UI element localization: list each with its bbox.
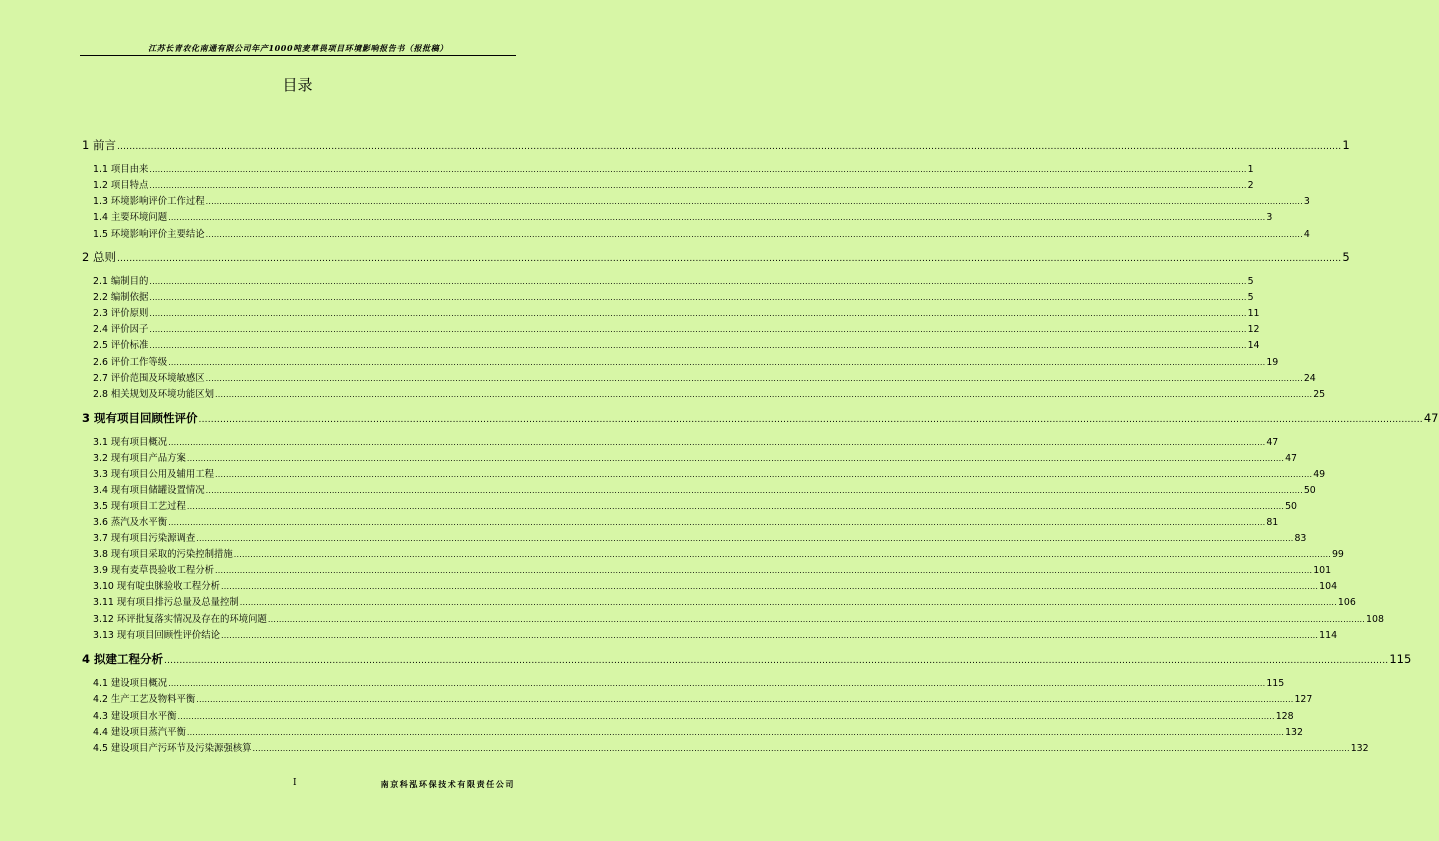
toc-entry-title: 2.3 评价原则 <box>93 308 149 319</box>
toc-entry-page: 47 <box>1285 453 1298 464</box>
toc-section-entry[interactable] <box>82 450 1298 464</box>
toc-section-entry[interactable] <box>82 273 1254 287</box>
toc-entry-page: 50 <box>1285 501 1298 512</box>
toc-entry-page: 11 <box>1247 308 1260 319</box>
toc-entry-title: 3.4 现有项目储罐设置情况 <box>93 485 205 496</box>
toc-entry-title: 2 总则 <box>82 250 116 264</box>
toc-entry-title: 4.1 建设项目概况 <box>93 678 168 689</box>
dot-leader: ................................................................................................................................................................................................................................................................................................................................................................................................................ <box>149 165 1247 174</box>
toc-section-entry[interactable] <box>82 708 1294 722</box>
toc-entry-page: 115 <box>1389 652 1412 666</box>
toc-entry-title: 4.5 建设项目产污环节及污染源强核算 <box>93 743 252 754</box>
header-divider <box>80 55 516 56</box>
toc-section-entry[interactable] <box>82 724 1303 738</box>
dot-leader: ................................................................................................................................................................................................................................................................................................................................................................................................................ <box>186 454 1285 463</box>
toc-entry-page: 5 <box>1342 250 1350 264</box>
toc-chapter-entry[interactable] <box>82 249 1350 265</box>
dot-leader: ................................................................................................................................................................................................................................................................................................................................................................................................................ <box>215 566 1313 575</box>
toc-section-entry[interactable] <box>82 546 1344 560</box>
toc-entry-page: 4 <box>1303 229 1310 240</box>
toc-entry-title: 3.13 现有项目回顾性评价结论 <box>93 630 220 641</box>
toc-entry-title: 2.7 评价范围及环境敏感区 <box>93 373 205 384</box>
toc-entry-title: 3.10 现有啶虫脒验收工程分析 <box>93 581 220 592</box>
dot-leader: ................................................................................................................................................................................................................................................................................................................................................................................................................ <box>205 230 1303 239</box>
dot-leader: ................................................................................................................................................................................................................................................................................................................................................................................................................ <box>168 438 1266 447</box>
toc-entry-page: 19 <box>1266 357 1279 368</box>
toc-entry-title: 1 前言 <box>82 138 116 152</box>
dot-leader: ................................................................................................................................................................................................................................................................................................................................................................................................................ <box>186 502 1285 511</box>
toc-chapter-entry[interactable] <box>82 651 1412 667</box>
dot-leader: ................................................................................................................................................................................................................................................................................................................................................................................................................ <box>215 470 1313 479</box>
dot-leader: ................................................................................................................................................................................................................................................................................................................................................................................................................ <box>168 213 1266 222</box>
toc-entry-page: 3 <box>1266 212 1273 223</box>
dot-leader: ................................................................................................................................................................................................................................................................................................................................................................................................................ <box>267 615 1366 624</box>
toc-entry-page: 47 <box>1423 411 1439 425</box>
dot-leader: ................................................................................................................................................................................................................................................................................................................................................................................................................ <box>215 390 1313 399</box>
toc-section-entry[interactable] <box>82 289 1254 303</box>
toc-entry-page: 24 <box>1303 373 1316 384</box>
dot-leader: ................................................................................................................................................................................................................................................................................................................................................................................................................ <box>239 598 1337 607</box>
dot-leader: ................................................................................................................................................................................................................................................................................................................................................................................................................ <box>149 293 1247 302</box>
dot-leader: ................................................................................................................................................................................................................................................................................................................................................................................................................ <box>116 254 1342 264</box>
toc-entry-title: 3.2 现有项目产品方案 <box>93 453 186 464</box>
toc-entry-title: 1.4 主要环境问题 <box>93 212 168 223</box>
toc-section-entry[interactable] <box>82 434 1279 448</box>
toc-entry-title: 4.4 建设项目蒸汽平衡 <box>93 727 186 738</box>
dot-leader: ................................................................................................................................................................................................................................................................................................................................................................................................................ <box>252 744 1350 753</box>
toc-section-entry[interactable] <box>82 305 1260 319</box>
toc-section-entry[interactable] <box>82 562 1332 576</box>
toc-entry-page: 83 <box>1294 533 1307 544</box>
toc-entry-title: 2.4 评价因子 <box>93 324 149 335</box>
dot-leader: ................................................................................................................................................................................................................................................................................................................................................................................................................ <box>168 518 1266 527</box>
toc-entry-page: 50 <box>1303 485 1316 496</box>
toc-entry-page: 12 <box>1247 324 1260 335</box>
toc-section-entry[interactable] <box>82 627 1338 641</box>
toc-entry-page: 99 <box>1331 549 1344 560</box>
toc-entry-page: 1 <box>1247 164 1254 175</box>
toc-entry-page: 101 <box>1313 565 1332 576</box>
toc-entry-page: 1 <box>1342 138 1350 152</box>
toc-section-entry[interactable] <box>82 354 1279 368</box>
toc-chapter-entry[interactable] <box>82 137 1350 153</box>
dot-leader: ................................................................................................................................................................................................................................................................................................................................................................................................................ <box>196 695 1294 704</box>
dot-leader: ................................................................................................................................................................................................................................................................................................................................................................................................................ <box>177 712 1275 721</box>
toc-section-entry[interactable] <box>82 675 1285 689</box>
dot-leader: ................................................................................................................................................................................................................................................................................................................................................................................................................ <box>198 415 1423 425</box>
toc-section-entry[interactable] <box>82 177 1254 191</box>
toc-entry-title: 2.5 评价标准 <box>93 340 149 351</box>
toc-entry-title: 3.7 现有项目污染源调查 <box>93 533 196 544</box>
toc-entry-page: 115 <box>1266 678 1285 689</box>
toc-entry-title: 3 现有项目回顾性评价 <box>82 411 198 425</box>
toc-section-entry[interactable] <box>82 370 1316 384</box>
toc-entry-page: 106 <box>1337 597 1356 608</box>
toc-entry-title: 3.11 现有项目排污总量及总量控制 <box>93 597 239 608</box>
toc-entry-page: 132 <box>1350 743 1369 754</box>
toc-entry-page: 108 <box>1366 614 1384 625</box>
toc-section-entry[interactable] <box>82 530 1307 544</box>
toc-section-entry[interactable] <box>82 691 1313 705</box>
document-header: 江苏长青农化南通有限公司年产1000吨麦草畏项目环境影响报告书（报批稿） <box>148 43 448 53</box>
toc-entry-title: 2.6 评价工作等级 <box>93 357 168 368</box>
toc-entry-page: 128 <box>1275 711 1294 722</box>
dot-leader: ................................................................................................................................................................................................................................................................................................................................................................................................................ <box>149 325 1247 334</box>
toc-entry-title: 1.3 环境影响评价工作过程 <box>93 196 205 207</box>
toc-entry-page: 3 <box>1303 196 1310 207</box>
toc-chapter-entry[interactable] <box>82 410 1439 426</box>
toc-section-entry[interactable] <box>82 594 1356 608</box>
dot-leader: ................................................................................................................................................................................................................................................................................................................................................................................................................ <box>164 656 1389 666</box>
toc-entry-page: 5 <box>1247 276 1254 287</box>
toc-entry-title: 3.6 蒸汽及水平衡 <box>93 517 168 528</box>
dot-leader: ................................................................................................................................................................................................................................................................................................................................................................................................................ <box>149 181 1247 190</box>
page-title: 目录 <box>282 76 313 94</box>
toc-entry-title: 3.9 现有麦草畏验收工程分析 <box>93 565 215 576</box>
toc-entry-title: 3.8 现有项目采取的污染控制措施 <box>93 549 233 560</box>
toc-entry-title: 4.2 生产工艺及物料平衡 <box>93 694 196 705</box>
toc-section-entry[interactable] <box>82 482 1316 496</box>
dot-leader: ................................................................................................................................................................................................................................................................................................................................................................................................................ <box>205 374 1303 383</box>
toc-entry-title: 3.12 环评批复落实情况及存在的环境问题 <box>93 614 267 625</box>
toc-entry-title: 1.1 项目由来 <box>93 164 149 175</box>
toc-entry-title: 3.1 现有项目概况 <box>93 437 168 448</box>
toc-entry-page: 25 <box>1313 389 1326 400</box>
toc-section-entry[interactable] <box>82 466 1326 480</box>
toc-entry-page: 5 <box>1247 292 1254 303</box>
dot-leader: ................................................................................................................................................................................................................................................................................................................................................................................................................ <box>220 582 1319 591</box>
toc-entry-title: 2.8 相关规划及环境功能区划 <box>93 389 215 400</box>
toc-section-entry[interactable] <box>82 611 1384 625</box>
toc-entry-page: 132 <box>1285 727 1303 738</box>
toc-section-entry[interactable] <box>82 161 1254 175</box>
toc-entry-title: 2.2 编制依据 <box>93 292 149 303</box>
toc-section-entry[interactable] <box>82 226 1310 240</box>
dot-leader: ................................................................................................................................................................................................................................................................................................................................................................................................................ <box>168 679 1266 688</box>
toc-section-entry[interactable] <box>82 321 1260 335</box>
toc-entry-page: 2 <box>1247 180 1254 191</box>
toc-entry-title: 1.2 项目特点 <box>93 180 149 191</box>
toc-entry-title: 4.3 建设项目水平衡 <box>93 711 177 722</box>
toc-entry-page: 127 <box>1294 694 1313 705</box>
toc-entry-title: 3.5 现有项目工艺过程 <box>93 501 186 512</box>
toc-entry-page: 47 <box>1266 437 1279 448</box>
toc-entry-title: 3.3 现有项目公用及辅用工程 <box>93 469 215 480</box>
dot-leader: ................................................................................................................................................................................................................................................................................................................................................................................................................ <box>149 277 1247 286</box>
dot-leader: ................................................................................................................................................................................................................................................................................................................................................................................................................ <box>196 534 1294 543</box>
toc-section-entry[interactable] <box>82 498 1298 512</box>
toc-entry-title: 2.1 编制目的 <box>93 276 149 287</box>
dot-leader: ................................................................................................................................................................................................................................................................................................................................................................................................................ <box>168 358 1266 367</box>
toc-section-entry[interactable] <box>82 337 1260 351</box>
toc-section-entry[interactable] <box>82 193 1310 207</box>
toc-section-entry[interactable] <box>82 740 1369 754</box>
dot-leader: ................................................................................................................................................................................................................................................................................................................................................................................................................ <box>116 142 1342 152</box>
toc-entry-title: 4 拟建工程分析 <box>82 652 164 666</box>
dot-leader: ................................................................................................................................................................................................................................................................................................................................................................................................................ <box>205 197 1303 206</box>
toc-entry-page: 81 <box>1266 517 1279 528</box>
page-number: I <box>293 778 297 788</box>
toc-section-entry[interactable] <box>82 514 1279 528</box>
toc-section-entry[interactable] <box>82 578 1338 592</box>
toc-entry-title: 1.5 环境影响评价主要结论 <box>93 229 205 240</box>
dot-leader: ................................................................................................................................................................................................................................................................................................................................................................................................................ <box>186 728 1285 737</box>
toc-entry-page: 14 <box>1247 340 1260 351</box>
toc-entry-page: 49 <box>1313 469 1326 480</box>
toc-entry-page: 104 <box>1319 581 1338 592</box>
dot-leader: ................................................................................................................................................................................................................................................................................................................................................................................................................ <box>149 341 1247 350</box>
dot-leader: ................................................................................................................................................................................................................................................................................................................................................................................................................ <box>205 486 1303 495</box>
dot-leader: ................................................................................................................................................................................................................................................................................................................................................................................................................ <box>149 309 1247 318</box>
toc-section-entry[interactable] <box>82 386 1326 400</box>
company-name: 南京科泓环保技术有限责任公司 <box>380 779 515 789</box>
dot-leader: ................................................................................................................................................................................................................................................................................................................................................................................................................ <box>220 631 1319 640</box>
toc-section-entry[interactable] <box>82 209 1273 223</box>
toc-entry-page: 114 <box>1319 630 1338 641</box>
dot-leader: ................................................................................................................................................................................................................................................................................................................................................................................................................ <box>233 550 1331 559</box>
